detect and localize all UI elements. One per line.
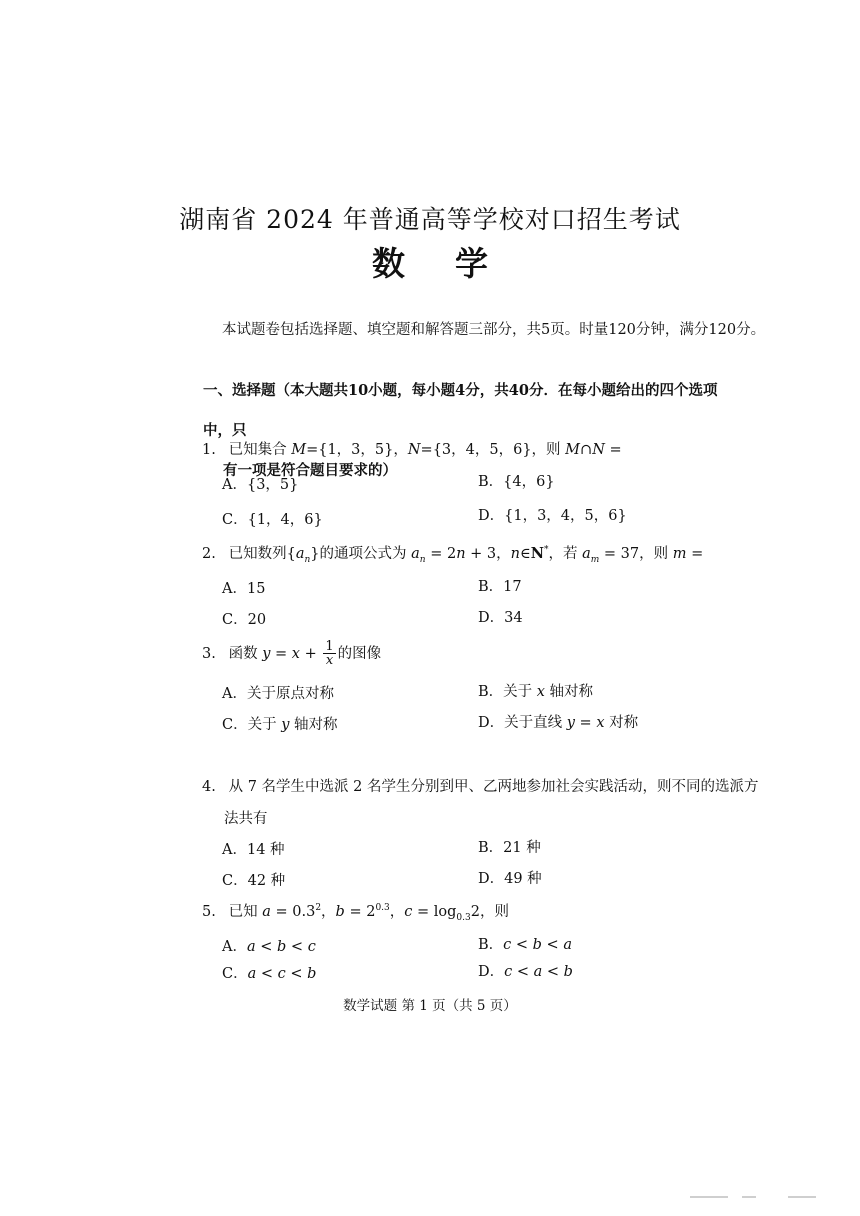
scan-smudge xyxy=(742,1196,756,1198)
option-a: A．14 种 xyxy=(222,842,285,858)
option-b: B．c < b < a xyxy=(478,937,572,953)
option-d: D．{1，3，4，5，6} xyxy=(478,508,627,524)
option-a: A．a < b < c xyxy=(222,939,316,955)
option-d: D．49 种 xyxy=(478,871,542,887)
page-footer: 数学试题 第 1 页（共 5 页） xyxy=(343,998,517,1014)
section-heading-line2: 有一项是符合题目要求的） xyxy=(223,462,397,479)
question-5 xyxy=(202,900,509,923)
option-b: B．17 xyxy=(478,579,522,595)
scan-smudge xyxy=(788,1196,816,1198)
option-b: B．{4，6} xyxy=(478,474,555,490)
fraction-1-over-x: $\frac{1}{x}$ xyxy=(325,639,334,668)
question-stem: 函数 y = x + $\frac{1}{x}$ 的图像 xyxy=(228,639,382,668)
exam-intro: 本试题卷包括选择题、填空题和解答题三部分，共5页。时量120分钟，满分120分。 xyxy=(222,322,766,338)
question-4-line2: 法共有 xyxy=(224,811,268,827)
option-d: D．34 xyxy=(478,610,523,626)
option-c: C．20 xyxy=(222,612,267,628)
question-number: 2. xyxy=(202,546,216,562)
section-heading-line1: 一、选择题（本大题共10小题，每小题4分，共40分．在每小题给出的四个选项中，只 xyxy=(203,382,718,439)
question-2 xyxy=(202,542,703,565)
question-stem: 已知数列$\{a_n\}$的通项公式为 $a_n = 2n + 3$，n∈N*，若 $a_m = 37$，则 m = xyxy=(228,545,704,565)
question-stem-line1: 从 7 名学生中选派 2 名学生分别到甲、乙两地参加社会实践活动，则不同的选派方 xyxy=(228,779,759,795)
option-b: B．21 种 xyxy=(478,840,541,856)
option-d: D．关于直线 y = x 对称 xyxy=(478,715,639,731)
option-c: C．{1，4，6} xyxy=(222,512,323,528)
option-c: C．42 种 xyxy=(222,873,286,889)
option-c: C．关于 y 轴对称 xyxy=(222,717,338,733)
subject-title: 数学 xyxy=(372,244,538,283)
question-3 xyxy=(202,640,381,667)
option-a: A．{3，5} xyxy=(222,477,299,493)
question-number: 1. xyxy=(202,442,216,458)
option-d: D．c < a < b xyxy=(478,964,573,980)
scan-smudge xyxy=(690,1196,728,1198)
question-stem: 已知集合 M={1，3，5}，N={3，4，5，6}，则 M∩N = xyxy=(228,442,622,458)
question-1 xyxy=(202,438,622,459)
option-c: C．a < c < b xyxy=(222,966,317,982)
question-stem: 已知 $a = 0.3^2$，$b = 2^{0.3}$，$c = \log_{0.3}2$，则 xyxy=(228,903,509,923)
question-number: 4. xyxy=(202,779,216,795)
exam-title: 湖南省 2024 年普通高等学校对口招生考试 xyxy=(179,205,681,234)
option-a: A．关于原点对称 xyxy=(222,686,334,702)
question-number: 3. xyxy=(202,645,216,662)
question-4 xyxy=(202,775,759,796)
question-number: 5. xyxy=(202,904,216,920)
option-a: A．15 xyxy=(222,581,266,597)
option-b: B．关于 x 轴对称 xyxy=(478,684,594,700)
